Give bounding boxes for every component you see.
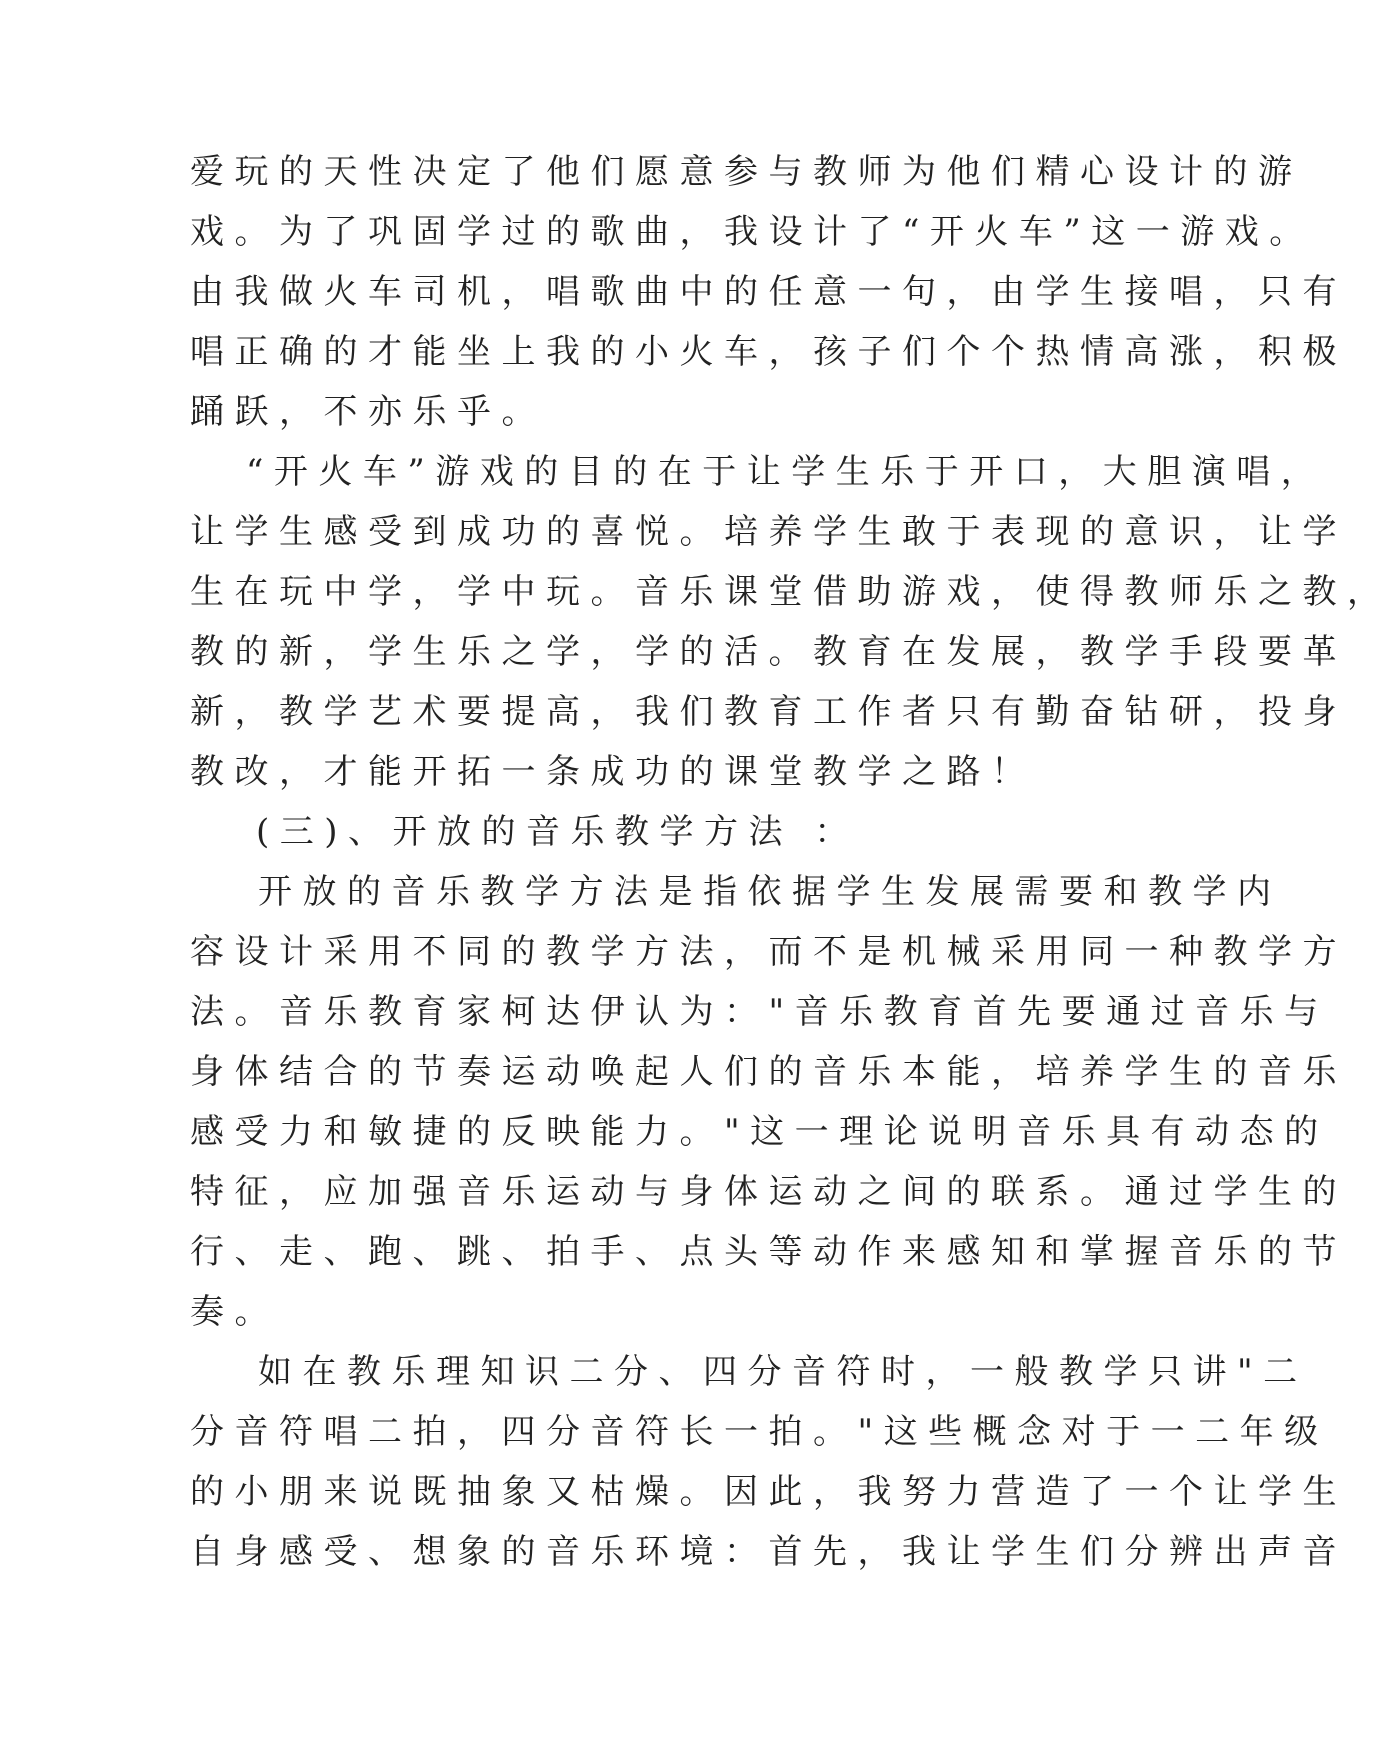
text-line-3: 由我做火车司机，唱歌曲中的任意一句，由学生接唱，只有 <box>190 272 1347 312</box>
text-line-5: 踊跃，不亦乐乎。 <box>190 392 546 432</box>
text-line-10: 新，教学艺术要提高，我们教育工作者只有勤奋钻研，投身 <box>190 692 1347 732</box>
text-line-8: 生在玩中学，学中玩。音乐课堂借助游戏，使得教师乐之教， <box>190 572 1392 612</box>
text-line-9: 教的新，学生乐之学，学的活。教育在发展，教学手段要革 <box>190 632 1347 672</box>
text-line-23: 的小朋来说既抽象又枯燥。因此，我努力营造了一个让学生 <box>190 1472 1347 1512</box>
text-line-4: 唱正确的才能坐上我的小火车，孩子们个个热情高涨，积极 <box>190 332 1347 372</box>
text-line-19: 行、走、跑、跳、拍手、点头等动作来感知和掌握音乐的节 <box>190 1232 1347 1272</box>
text-line-14: 容设计采用不同的教学方法，而不是机械采用同一种教学方 <box>190 932 1347 972</box>
text-line-11: 教改，才能开拓一条成功的课堂教学之路！ <box>190 752 1036 792</box>
text-line-17: 感受力和敏捷的反映能力。"这一理论说明音乐具有动态的 <box>190 1112 1329 1152</box>
text-line-2: 戏。为了巩固学过的歌曲，我设计了“开火车”这一游戏。 <box>190 212 1314 252</box>
text-line-7: 让学生感受到成功的喜悦。培养学生敢于表现的意识，让学 <box>190 512 1347 552</box>
text-line-20: 奏。 <box>190 1292 279 1332</box>
text-line-21: 如在教乐理知识二分、四分音符时，一般教学只讲"二 <box>258 1352 1308 1392</box>
text-line-15: 法。音乐教育家柯达伊认为："音乐教育首先要通过音乐与 <box>190 992 1329 1032</box>
text-line-13: 开放的音乐教学方法是指依据学生发展需要和教学内 <box>258 872 1282 912</box>
text-line-24: 自身感受、想象的音乐环境：首先，我让学生们分辨出声音 <box>190 1532 1347 1572</box>
text-line-22: 分音符唱二拍，四分音符长一拍。"这些概念对于一二年级 <box>190 1412 1329 1452</box>
text-line-6: “开火车”游戏的目的在于让学生乐于开口，大胆演唱， <box>246 452 1326 492</box>
section-heading: (三)、开放的音乐教学方法 ： <box>256 812 859 852</box>
text-line-16: 身体结合的节奏运动唤起人们的音乐本能，培养学生的音乐 <box>190 1052 1347 1092</box>
text-line-1: 爱玩的天性决定了他们愿意参与教师为他们精心设计的游 <box>190 152 1303 192</box>
text-line-18: 特征，应加强音乐运动与身体运动之间的联系。通过学生的 <box>190 1172 1347 1212</box>
